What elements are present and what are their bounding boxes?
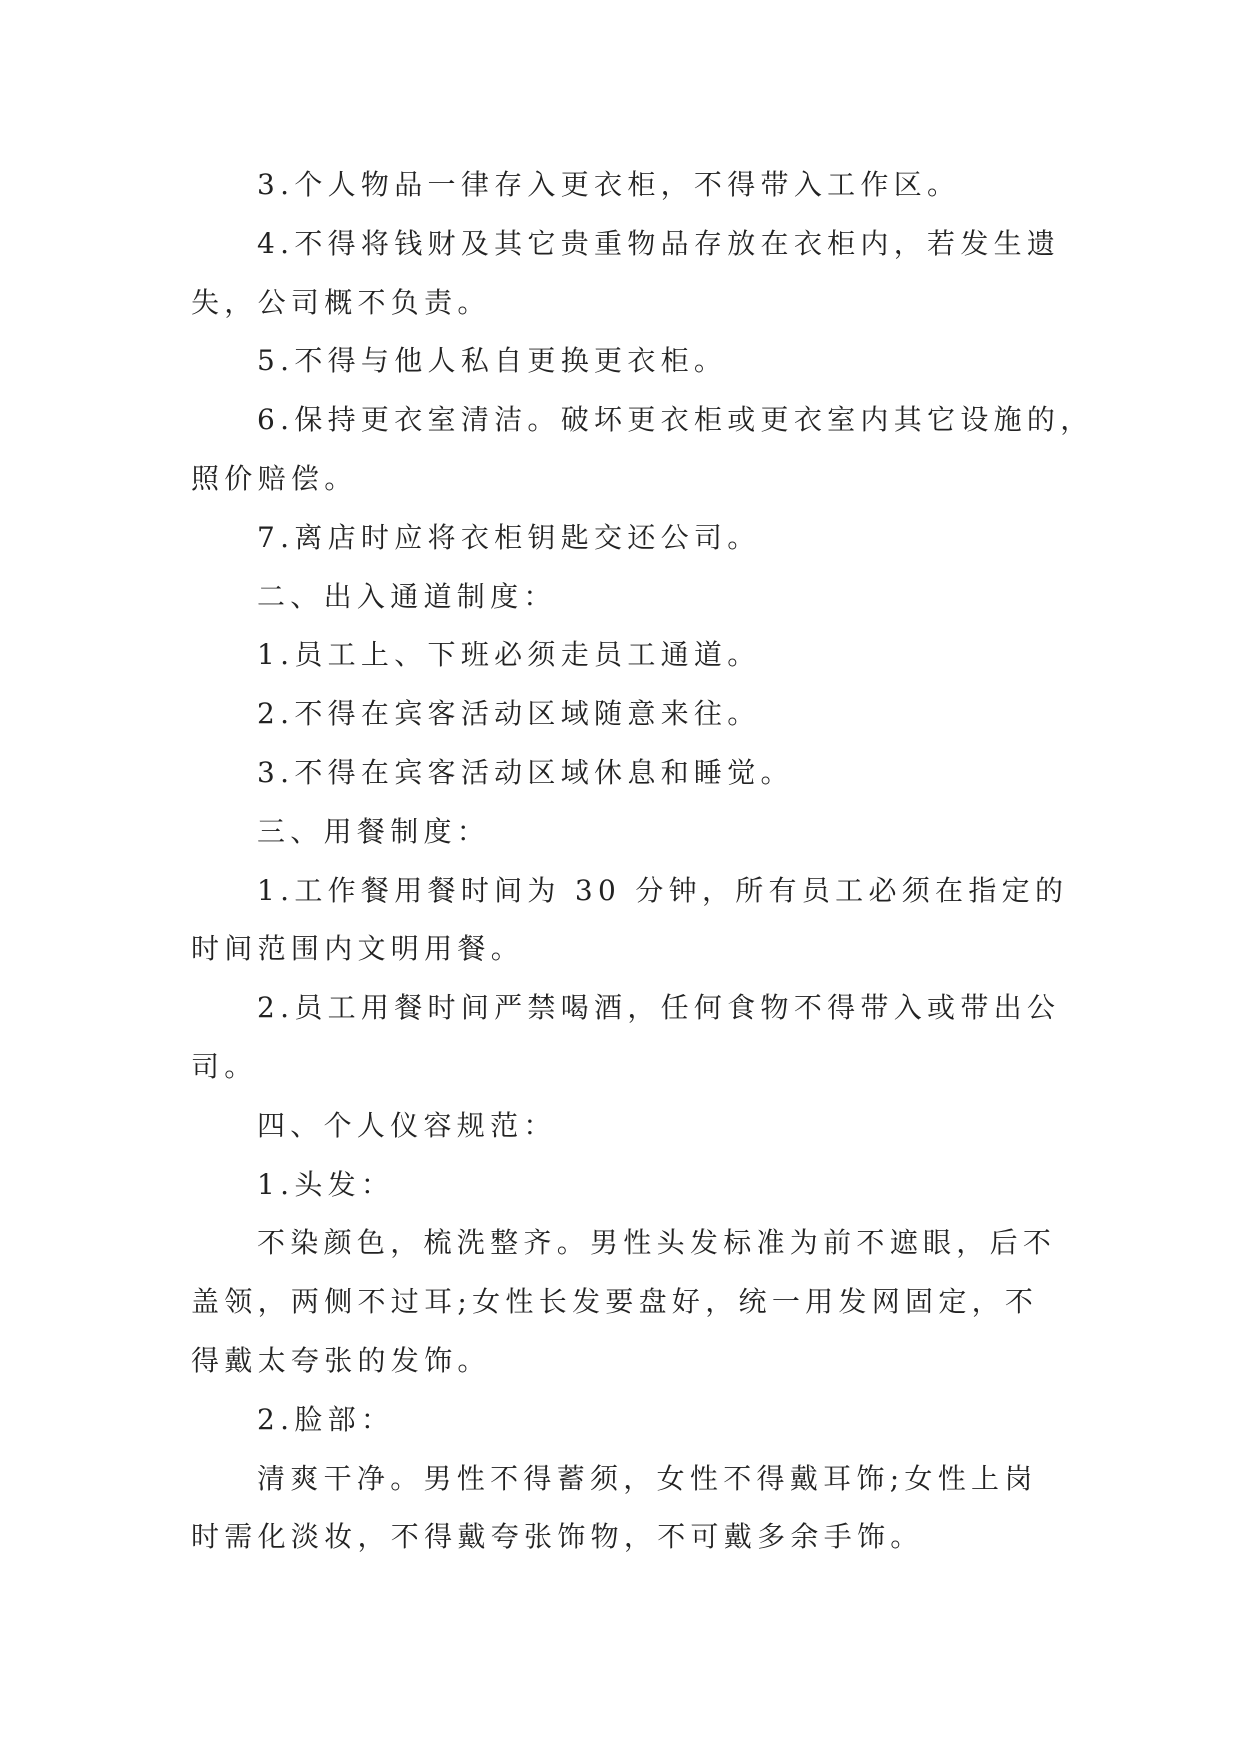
list-item-valuables [191, 215, 1071, 333]
paragraph-line: 1.工作餐用餐时间为 30 分钟，所有员工必须在指定的 [257, 873, 1069, 907]
subheading: 2.脸部： [257, 1402, 395, 1436]
paragraph-hair-rules [191, 1214, 1071, 1390]
paragraph-line: 照价赔偿。 [191, 461, 358, 495]
paragraph-line: 2.不得在宾客活动区域随意来往。 [257, 697, 761, 731]
paragraph-line: 司。 [191, 1049, 258, 1083]
subheading-hair [191, 1156, 1071, 1215]
subheading-face [191, 1391, 1071, 1450]
paragraph-line: 6.保持更衣室清洁。破坏更衣柜或更衣室内其它设施的， [257, 403, 1094, 437]
section-heading-passage [191, 568, 1071, 627]
section-heading: 二、出入通道制度： [257, 579, 557, 613]
list-item-locker-belongings [191, 156, 1071, 215]
paragraph-line: 时间范围内文明用餐。 [191, 932, 525, 966]
paragraph-line: 失，公司概不负责。 [191, 285, 491, 319]
section-heading: 四、个人仪容规范： [257, 1108, 557, 1142]
document-body [191, 156, 1094, 1567]
list-item-meal-time [191, 862, 1071, 980]
list-item-locker-room-cleanliness [191, 391, 1094, 509]
paragraph-line: 时需化淡妆，不得戴夸张饰物，不可戴多余手饰。 [191, 1520, 924, 1554]
list-item-return-key [191, 509, 1071, 568]
paragraph-line: 1.员工上、下班必须走员工通道。 [257, 638, 761, 672]
paragraph-line: 5.不得与他人私自更换更衣柜。 [257, 344, 728, 378]
paragraph-line: 3.个人物品一律存入更衣柜，不得带入工作区。 [257, 168, 961, 201]
paragraph-line: 7.离店时应将衣柜钥匙交还公司。 [257, 520, 761, 554]
paragraph-line: 清爽干净。男性不得蓄须，女性不得戴耳饰;女性上岗 [257, 1461, 1038, 1495]
paragraph-line: 3.不得在宾客活动区域休息和睡觉。 [257, 755, 794, 789]
section-heading: 三、用餐制度： [257, 814, 491, 848]
list-item-staff-passage [191, 626, 1071, 685]
list-item-locker-swap [191, 332, 1071, 391]
list-item-guest-area-rest [191, 744, 1071, 803]
paragraph-face-rules [191, 1450, 1071, 1568]
section-heading-dining [191, 803, 1071, 862]
list-item-guest-area-traffic [191, 685, 1071, 744]
paragraph-line: 4.不得将钱财及其它贵重物品存放在衣柜内，若发生遗 [257, 226, 1061, 260]
subheading: 1.头发： [257, 1167, 395, 1201]
section-heading-appearance [191, 1097, 1071, 1156]
list-item-no-alcohol [191, 979, 1071, 1097]
paragraph-line: 盖领，两侧不过耳;女性长发要盘好，统一用发网固定，不 [191, 1285, 1039, 1319]
paragraph-line: 2.员工用餐时间严禁喝酒，任何食物不得带入或带出公 [257, 991, 1061, 1025]
paragraph-line: 不染颜色，梳洗整齐。男性头发标准为前不遮眼，后不 [257, 1226, 1057, 1260]
paragraph-line: 得戴太夸张的发饰。 [191, 1343, 491, 1377]
